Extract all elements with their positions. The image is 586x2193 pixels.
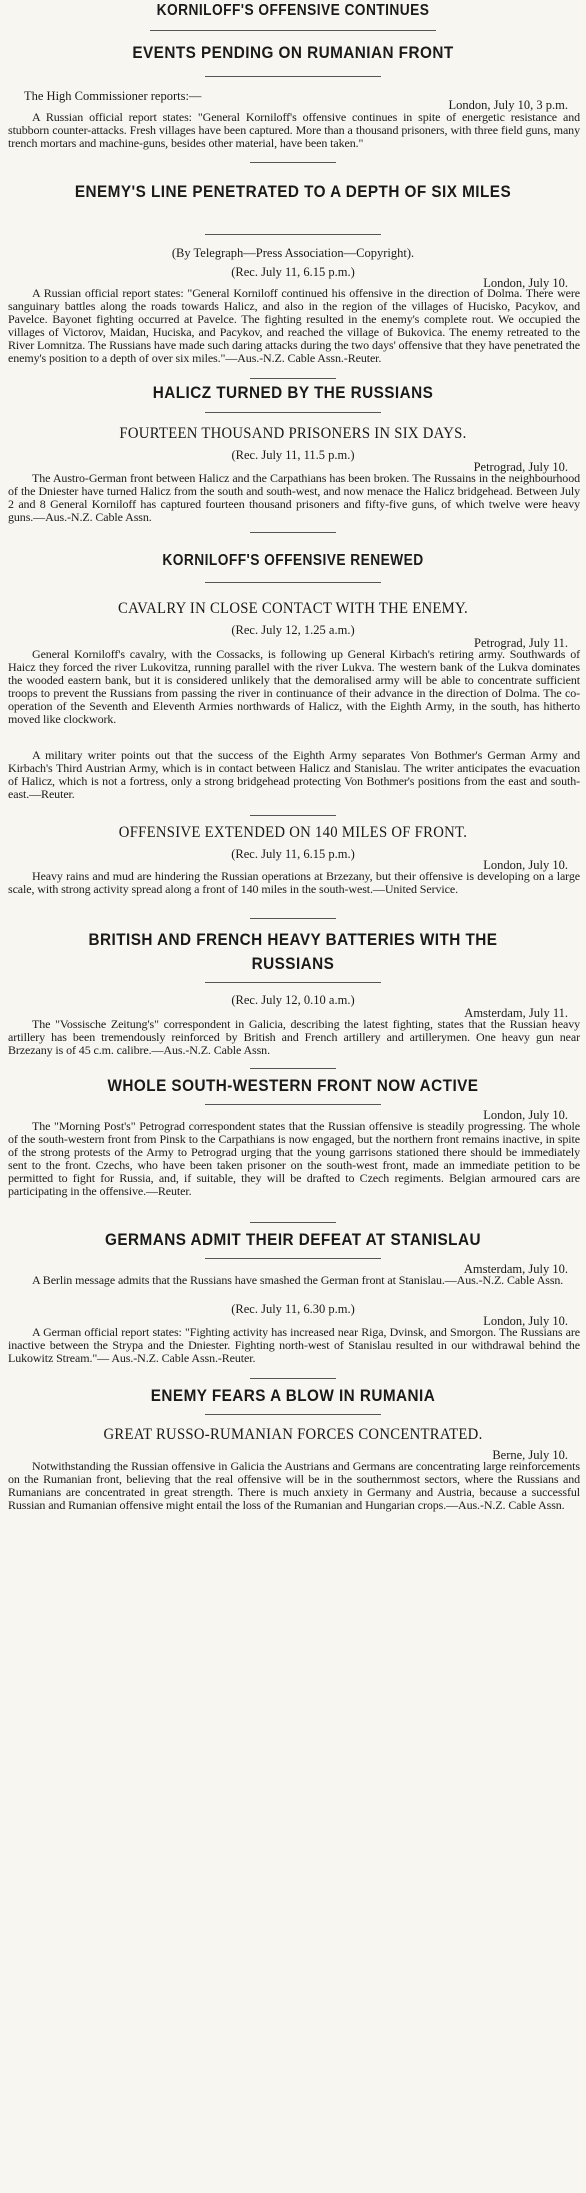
dateline: Petrograd, July 10. — [473, 460, 568, 474]
article-heading: WHOLE SOUTH-WESTERN FRONT NOW ACTIVE — [107, 1076, 479, 1095]
article-heading: BRITISH AND FRENCH HEAVY BATTERIES WITH THE RUSSIANS — [88, 930, 498, 973]
dateline: London, July 10. — [483, 1108, 568, 1122]
dateline: Amsterdam, July 11. — [464, 1006, 568, 1020]
divider — [250, 918, 336, 919]
divider — [250, 1068, 336, 1069]
dateline: Berne, July 10. — [492, 1448, 568, 1462]
divider — [205, 582, 381, 583]
article-subheading: FOURTEEN THOUSAND PRISONERS IN SIX DAYS. — [119, 425, 467, 442]
article-body: A Berlin message admits that the Russians have smashed the German front at Stanislau.—Aus.-N.Z. Cable Assn. — [32, 1273, 564, 1287]
divider — [150, 30, 436, 31]
dateline: Amsterdam, July 10. — [463, 1262, 568, 1276]
divider — [205, 412, 381, 413]
article-subheading: EVENTS PENDING ON RUMANIAN FRONT — [132, 43, 454, 62]
article-body: General Korniloff's cavalry, with the Cossacks, is following up General Kirbach's retiring army. Southwards of Haicz they forced the river Lukovitza, running parallel with the river Lukva. The western bank of the Lukva dominates the wooded eastern bank, but it is considered unlikely that the demoralised army will be able to concentrate sufficient troops to prevent the Russians from passing the river in continuance of their advance in the direction of Dolma. The co-operation of the Seventh and Eleventh Armies northwards of Halicz, with the Eighth Army, in the south, has hitherto moved like clockwork. — [8, 647, 580, 726]
article-heading: GERMANS ADMIT THEIR DEFEAT AT STANISLAU — [105, 1230, 481, 1249]
divider — [250, 378, 336, 379]
received-line: (Rec. July 11, 6.30 p.m.) — [231, 1302, 355, 1316]
article-body: The Austro-German front between Halicz and the Carpathians has been broken. The Russains in the neighbourhood of the Dniester have turned Halicz from the south and south-west, and now menace the Halicz bridgehead. Between July 2 and 8 General Korniloff has captured fourteen thousand prisoners and fifty-five guns, of which twelve were heavy guns.—Aus.-N.Z. Cable Assn. — [8, 471, 580, 524]
article-body: A Russian official report states: "General Korniloff's offensive continues in spite of energetic resistance and stubborn counter-attacks. Fresh villages have been captured. More than a thousand prisoners, with three field guns, many trench mortars and machine-guns, besides other material, have been taken." — [8, 110, 580, 150]
divider — [250, 532, 336, 533]
article-heading: ENEMY FEARS A BLOW IN RUMANIA — [150, 1386, 436, 1405]
article-subheading: CAVALRY IN CLOSE CONTACT WITH THE ENEMY. — [118, 600, 468, 617]
dateline: London, July 10, 3 p.m. — [448, 98, 568, 112]
article-body-continued: A military writer points out that the success of the Eighth Army separates Von Bothmer's German Army and Kirbach's Third Austrian Army, which is in contact between Halicz and Stanislau. The writer anticipates the evacuation of Halicz, which is not a fortress, only a strong bridgehead protecting Von Bothmer's positions from the east and south-east.—Reuter. — [8, 748, 580, 801]
article-body: A Russian official report states: "General Korniloff continued his offensive in the direction of Dolma. There were sanguinary battles along the roads towards Halicz, and also in the region of the villages of Hucisko, Pacykov, and Pavelce. Bayonet fighting occurred at Pavelce. The fighting resulted in the enemy's complete rout. We occupied the villages of Victorov, Maidan, Huciska, and Pacykov, and reached the village of Bukovica. The enemy retreated to the River Lomnitza. The Russians have made such daring attacks during the two days' offensive that they have penetrated the enemy's position to a depth of over six miles."—Aus.-N.Z. Cable Assn.-Reuter. — [8, 286, 580, 365]
article-body: Notwithstanding the Russian offensive in Galicia the Austrians and Germans are concentrating large reinforcements on the Rumanian front, believing that the real offensive will be in the southernmost sectors, where the Russians and Rumanians are concentrated in great strength. There is much anxiety in Germany and Austria, because a successful Russian and Rumanian offensive might entail the loss of the Rumanian and Hungarian crops.—Aus.-N.Z. Cable Assn. — [8, 1459, 580, 1512]
received-line: (Rec. July 12, 0.10 a.m.) — [231, 993, 355, 1007]
article-body: The "Morning Post's" Petrograd correspondent states that the Russian offensive is steadily progressing. The whole of the south-western front from Pinsk to the Carpathians is now engaged, but the northern front remains inactive, in spite of the strong protests of the Army to Petrograd urging that the young garrisons stationed there should be immediately sent to the front. Czechs, who have been taken prisoner on the south-west front, made an immediate petition to be permitted to fight for Russia, and, if suitable, they will be drafted to Czech regiments. Belgian armoured cars are participating in the offensive.—Reuter. — [8, 1119, 580, 1198]
divider — [250, 1378, 336, 1379]
article-body: The "Vossische Zeitung's" correspondent in Galicia, describing the latest fighting, states that the Russian heavy artillery has been tremendously reinforced by British and French artillery and artillerymen. One heavy gun near Brzezany is of 45 c.m. calibre.—Aus.-N.Z. Cable Assn. — [8, 1017, 580, 1057]
article-heading: KORNILOFF'S OFFENSIVE CONTINUES — [156, 2, 430, 19]
divider — [205, 982, 381, 983]
credit-line: (By Telegraph—Press Association—Copyright). — [171, 246, 415, 260]
divider — [205, 1414, 381, 1415]
divider — [250, 1222, 336, 1223]
divider — [205, 1104, 381, 1105]
divider — [250, 815, 336, 816]
article-body: Heavy rains and mud are hindering the Russian operations at Brzezany, but their offensive is developing on a large scale, with strong activity spread along a front of 140 miles in the south-west.—United Service. — [8, 869, 580, 896]
divider — [250, 162, 336, 163]
article-heading: KORNILOFF'S OFFENSIVE RENEWED — [162, 552, 424, 569]
article-heading: OFFENSIVE EXTENDED ON 140 MILES OF FRONT. — [118, 824, 468, 841]
dateline: London, July 10. — [483, 1314, 568, 1328]
dateline: Petrograd, July 11. — [474, 636, 568, 650]
dateline: London, July 10. — [483, 858, 568, 872]
divider — [205, 234, 381, 235]
received-line: (Rec. July 11, 11.5 p.m.) — [231, 448, 355, 462]
article-heading: HALICZ TURNED BY THE RUSSIANS — [152, 383, 434, 402]
received-line: (Rec. July 11, 6.15 p.m.) — [231, 265, 355, 279]
dateline: London, July 10. — [483, 276, 568, 290]
article-body-continued: A German official report states: "Fighting activity has increased near Riga, Dvinsk, and Smorgon. The Russians are inactive between the Strypa and the Dniester. Fighting north-west of Stanislau resulted in our withdrawal behind the Lukowitz Stream."— Aus.-N.Z. Cable Assn.-Reuter. — [8, 1325, 580, 1365]
article-heading: ENEMY'S LINE PENETRATED TO A DEPTH OF SIX MILES — [74, 182, 512, 201]
article-subheading: GREAT RUSSO-RUMANIAN FORCES CONCENTRATED. — [103, 1426, 483, 1443]
received-line: (Rec. July 12, 1.25 a.m.) — [231, 623, 355, 637]
article-intro: The High Commissioner reports:— — [24, 89, 202, 103]
divider — [205, 76, 381, 77]
divider — [205, 1258, 381, 1259]
received-line: (Rec. July 11, 6.15 p.m.) — [231, 847, 355, 861]
